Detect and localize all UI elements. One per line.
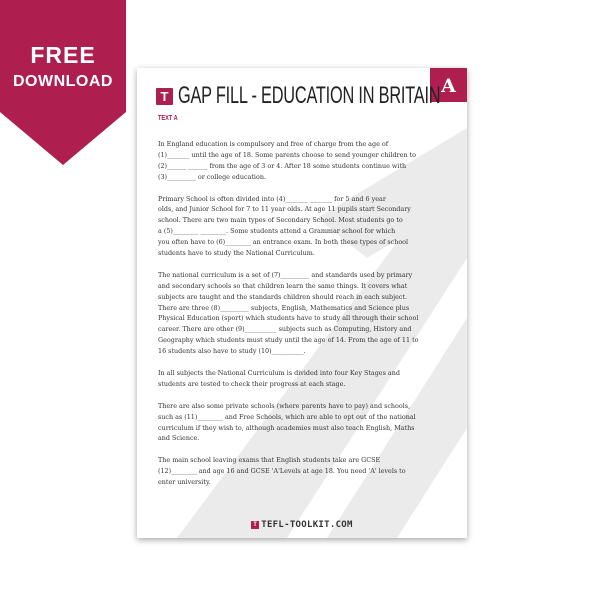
text-line: Geography which students must study until the age of 14. From the age of 11 to [158, 336, 419, 345]
paragraph [158, 455, 458, 488]
banner-download-label: DOWNLOAD [13, 73, 113, 90]
paragraph [158, 401, 458, 445]
text-line: such as (11)________ and Free Schools, which are able to opt out of the national [158, 412, 416, 421]
paragraph [158, 194, 458, 259]
banner-free-label: FREE [30, 42, 96, 68]
text-line: students are tested to check their progress at each stage. [158, 379, 346, 388]
title-text: GAP FILL - EDUCATION IN BRITAIN [178, 82, 441, 109]
text-line: (1)_______ until the age of 18. Some parents choose to send younger children to [158, 150, 417, 159]
footer-logo-icon: T [251, 521, 259, 529]
text-line: you often have to (6)________ an entrance exam. In both these types of school [158, 238, 409, 247]
page-title [156, 82, 441, 110]
text-line: (2)______ ______ from the age of 3 or 4. After 18 some students continue with [158, 161, 407, 170]
text-line: and Science. [158, 434, 200, 443]
text-line: curriculum if they wish to, although academies must also teach English, Maths [158, 423, 415, 432]
text-line: and secondary schools so that children learn the same things. It covers what [158, 281, 408, 290]
text-line: The national curriculum is a set of (7)_________ and standards used by primary [158, 270, 413, 279]
paragraph [158, 139, 458, 183]
paragraph [158, 368, 458, 390]
tefl-logo-icon: T [156, 88, 173, 105]
text-line: Primary School is often divided into (4)_______ _______ for 5 and 6 year [158, 194, 386, 203]
paragraph [158, 270, 458, 357]
text-line: enter university. [158, 478, 211, 487]
text-line: a (5)________ ________. Some students attend a Grammar school for which [158, 227, 396, 236]
text-line: career. There are other (9)__________ subjects such as Computing, History and [158, 325, 412, 334]
worksheet-preview [137, 68, 467, 538]
text-line: 16 students also have to study (10)__________. [158, 347, 306, 356]
text-line: There are three (8)_________ subjects, English, Mathematics and Science plus [158, 303, 410, 312]
text-line: students have to study the National Curriculum. [158, 249, 315, 258]
worksheet-body [158, 139, 458, 499]
footer-url: TEFL-TOOLKIT.COM [261, 520, 353, 530]
text-line: olds, and Junior School for 7 to 11 year olds. At age 11 pupils start Secondary [158, 205, 411, 214]
version-badge: A [430, 68, 467, 102]
text-line: school. There are two main types of Secondary School. Most students go to [158, 216, 403, 225]
text-line: In England education is compulsory and free of charge from the age of [158, 140, 389, 148]
text-line: The main school leaving exams that English students take are GCSE [158, 456, 381, 465]
text-line: subjects are taught and the standards children should reach in each subject. [158, 292, 408, 301]
footer-website [137, 520, 467, 530]
text-line: In all subjects the National Curriculum is divided into four Key Stages and [158, 368, 400, 377]
text-line: There are also some private schools (where parents have to pay) and schools, [158, 401, 411, 410]
free-download-banner[interactable] [0, 0, 126, 165]
text-line: (3)_________ or college education. [158, 172, 266, 181]
section-subtitle: TEXT A [158, 115, 178, 122]
text-line: (12)________ and age 16 and GCSE 'A'Levels at age 18. You need 'A' levels to [158, 467, 406, 476]
text-line: Physical Education (sport) which students have to study all through their school [158, 314, 419, 323]
